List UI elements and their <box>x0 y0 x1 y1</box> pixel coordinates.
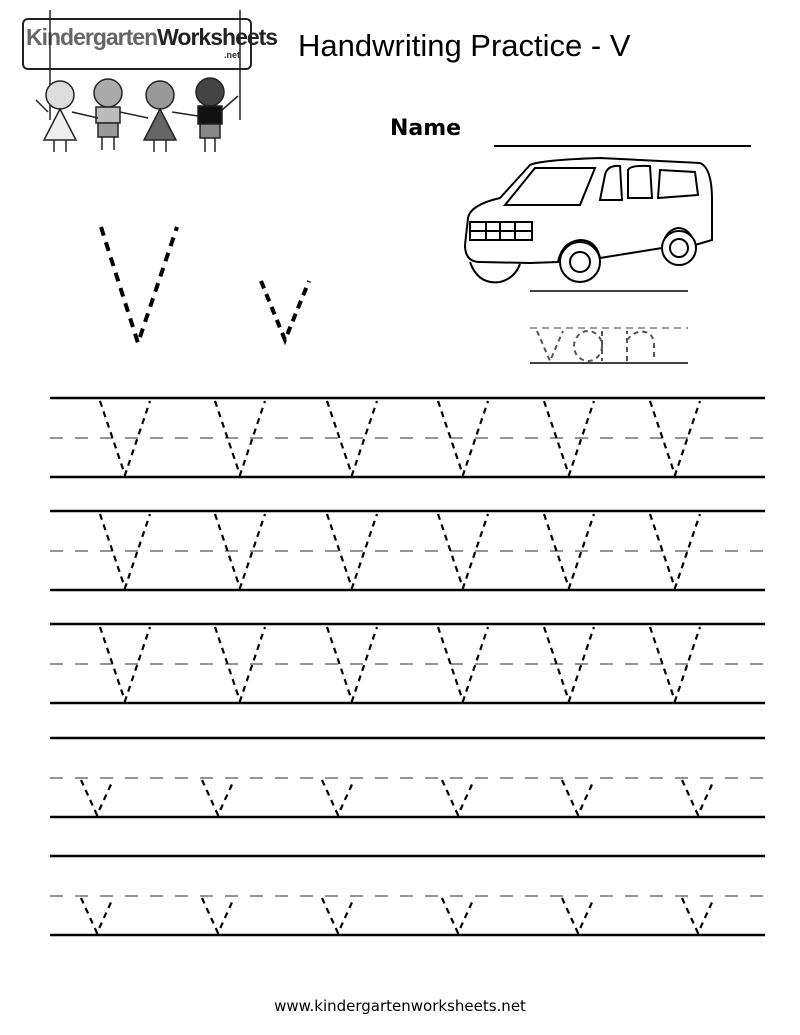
word-trace-van <box>537 331 654 361</box>
trace-letter-v <box>562 898 594 933</box>
page-title: Handwriting Practice - V <box>298 28 631 63</box>
children-holding-sign-icon <box>36 10 240 152</box>
trace-letter-v <box>202 898 234 933</box>
trace-letter-v <box>682 898 714 933</box>
logo-brand-light: Kindergarten <box>26 24 158 50</box>
trace-letter-v <box>442 780 474 815</box>
name-field[interactable] <box>494 145 751 147</box>
trace-letter-v <box>322 898 354 933</box>
practice-row-lowercase[interactable] <box>50 738 765 817</box>
practice-row-uppercase[interactable] <box>50 398 765 477</box>
trace-letter-v <box>202 780 234 815</box>
practice-row-uppercase[interactable] <box>50 511 765 590</box>
practice-rows <box>50 398 765 935</box>
practice-row-uppercase[interactable] <box>50 624 765 703</box>
demo-lowercase-v <box>261 281 309 340</box>
name-label: Name <box>390 116 462 141</box>
trace-letter-v <box>322 780 354 815</box>
footer-url: www.kindergartenworksheets.net <box>274 997 526 1015</box>
trace-letter-v <box>682 780 714 815</box>
demo-uppercase-v <box>101 227 177 343</box>
logo-suffix: .net <box>224 50 241 60</box>
trace-letter-v <box>81 780 113 815</box>
trace-letter-v <box>562 780 594 815</box>
trace-letter-v <box>442 898 474 933</box>
van-icon <box>465 158 712 282</box>
logo-brand-dark: Worksheets <box>157 24 278 50</box>
trace-letter-v <box>81 898 113 933</box>
practice-row-lowercase[interactable] <box>50 856 765 935</box>
